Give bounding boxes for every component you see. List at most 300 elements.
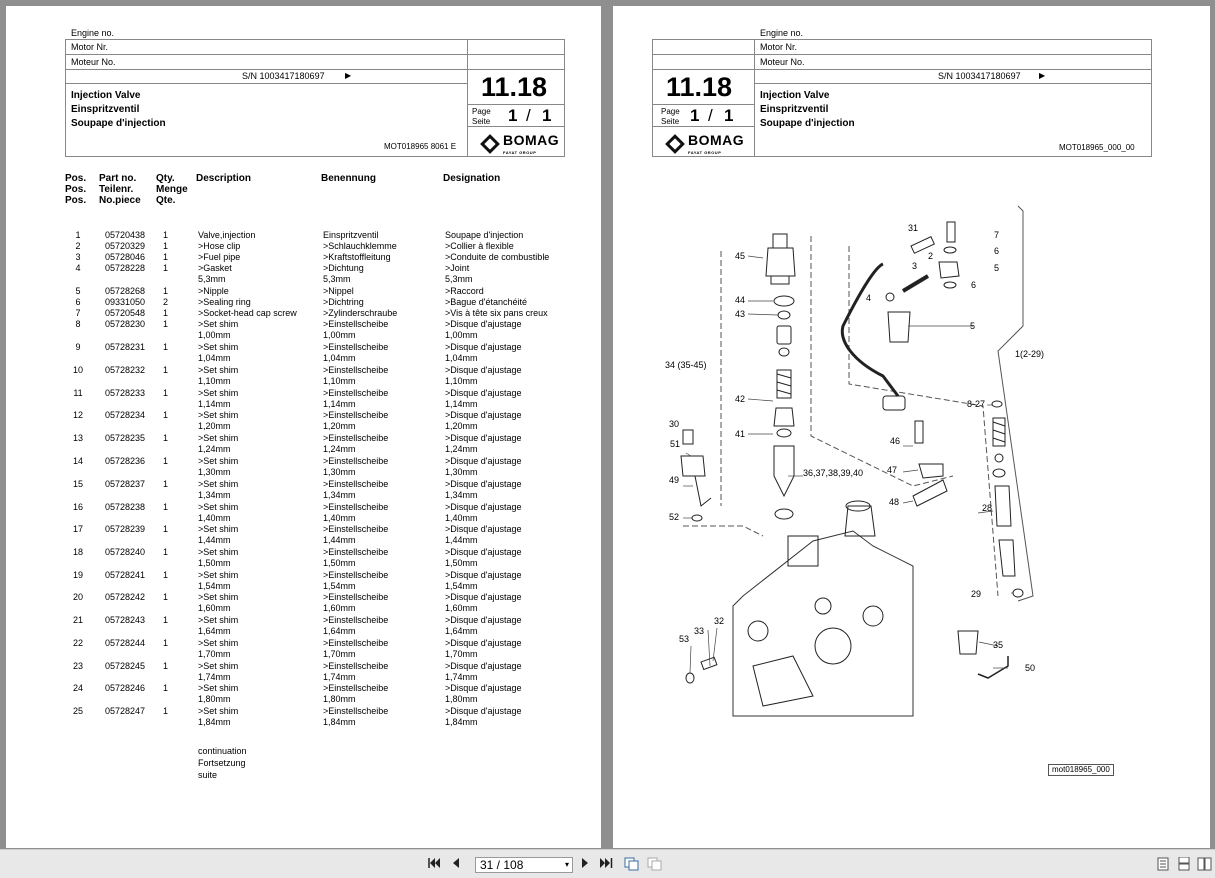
- callout-label: 32: [714, 616, 725, 626]
- cell-sub: 1,60mm: [445, 603, 478, 613]
- cell-part: 05728238: [105, 502, 146, 512]
- cell-en: >Fuel pipe: [198, 252, 241, 262]
- cell-qty: 1: [163, 502, 169, 512]
- callout-label: 33: [694, 626, 705, 636]
- cell-pos: 2: [75, 241, 81, 251]
- cell-pos: 23: [72, 661, 83, 671]
- cell-fr: >Disque d'ajustage: [445, 661, 522, 671]
- callout-label: 36,37,38,39,40: [803, 468, 864, 478]
- previous-page-icon[interactable]: [451, 857, 461, 872]
- cell-pos: 3: [75, 252, 81, 262]
- cell-de: >Einstellscheibe: [323, 410, 389, 420]
- motor-nr-label: Motor Nr.: [760, 42, 798, 52]
- cell-de: >Einstellscheibe: [323, 479, 389, 489]
- callout-label: 41: [735, 429, 746, 439]
- callout-label: 43: [735, 309, 746, 319]
- cell-qty: 1: [163, 241, 169, 251]
- callout-label: 28: [982, 503, 993, 513]
- cell-sub: 1,74mm: [323, 672, 356, 682]
- cell-part: 05728232: [105, 365, 146, 375]
- callout-label: 52: [669, 512, 680, 522]
- cell-fr: >Disque d'ajustage: [445, 342, 522, 352]
- cell-qty: 1: [163, 365, 169, 375]
- cell-de: >Einstellscheibe: [323, 706, 389, 716]
- cell-sub: 1,00mm: [323, 330, 356, 340]
- callout-label: 31: [908, 223, 919, 233]
- single-page-view-icon[interactable]: [1157, 857, 1169, 874]
- callout-label: 29: [971, 589, 982, 599]
- page-total: 1: [724, 106, 734, 125]
- cell-fr: Soupape d'injection: [445, 230, 524, 240]
- title-de: Einspritzventil: [760, 104, 829, 115]
- callout-label: 44: [735, 295, 746, 305]
- cell-en: >Set shim: [198, 524, 239, 534]
- cell-en: >Set shim: [198, 638, 239, 648]
- cell-sub: 1,20mm: [198, 421, 231, 431]
- cell-sub: 1,00mm: [445, 330, 478, 340]
- callout-label: 4: [866, 293, 872, 303]
- cell-en: >Set shim: [198, 706, 239, 716]
- cell-en: >Set shim: [198, 661, 239, 671]
- cell-de: >Einstellscheibe: [323, 683, 389, 693]
- cell-pos: 6: [75, 297, 81, 307]
- cell-part: 05720329: [105, 241, 146, 251]
- table-row: [6, 592, 601, 616]
- col-qty: Qty. Menge Qte.: [156, 173, 188, 206]
- cell-fr: >Bague d'étanchéité: [445, 297, 528, 307]
- cell-en: >Set shim: [198, 570, 239, 580]
- cell-part: 05728235: [105, 433, 146, 443]
- page-current: 1: [508, 106, 518, 125]
- cell-fr: >Disque d'ajustage: [445, 410, 522, 420]
- cell-de: >Einstellscheibe: [323, 615, 389, 625]
- cell-part: 05728046: [105, 252, 146, 262]
- cell-qty: 1: [163, 661, 169, 671]
- cell-de: Einspritzventil: [323, 230, 379, 240]
- cell-fr: >Conduite de combustible: [445, 252, 550, 262]
- cell-sub: 1,44mm: [198, 535, 231, 545]
- callout-label: 42: [735, 394, 746, 404]
- cell-en: >Set shim: [198, 547, 239, 557]
- cell-sub: 1,10mm: [445, 376, 478, 386]
- cell-sub: 1,14mm: [198, 399, 231, 409]
- cell-sub: 1,00mm: [198, 330, 231, 340]
- table-row: [6, 615, 601, 639]
- cell-en: >Sealing ring: [198, 297, 251, 307]
- page-total: 1: [542, 106, 552, 125]
- cell-fr: >Disque d'ajustage: [445, 479, 522, 489]
- table-row: [6, 433, 601, 457]
- cell-qty: 1: [163, 547, 169, 557]
- bomag-logo: BOMAG FAYAT GROUP: [483, 132, 559, 155]
- cell-sub: 1,34mm: [323, 490, 356, 500]
- cell-qty: 1: [163, 388, 169, 398]
- chevron-down-icon[interactable]: ▾: [564, 860, 569, 869]
- last-page-icon[interactable]: [600, 857, 613, 872]
- col-part-no: Part no. Teilenr. No.piece: [99, 173, 141, 206]
- cell-fr: >Disque d'ajustage: [445, 615, 522, 625]
- callout-label: 50: [1025, 663, 1036, 673]
- cell-de: >Einstellscheibe: [323, 638, 389, 648]
- cell-part: 05728243: [105, 615, 146, 625]
- cell-qty: 1: [163, 342, 169, 352]
- cell-sub: 1,14mm: [323, 399, 356, 409]
- cell-fr: >Disque d'ajustage: [445, 365, 522, 375]
- callout-label: 48: [889, 497, 900, 507]
- callout-label: 8-27: [967, 399, 986, 409]
- cell-part: 05720548: [105, 308, 146, 318]
- table-row: [6, 706, 601, 730]
- cell-sub: 1,04mm: [323, 353, 356, 363]
- callout-label: 34 (35-45): [665, 360, 707, 370]
- cell-pos: 15: [72, 479, 83, 489]
- callout-label: 6: [971, 280, 977, 290]
- cell-fr: >Disque d'ajustage: [445, 706, 522, 716]
- callout-label: 35: [993, 640, 1004, 650]
- cell-sub: 1,84mm: [198, 717, 231, 727]
- cell-sub: 1,54mm: [198, 581, 231, 591]
- cell-pos: 10: [72, 365, 83, 375]
- cell-en: >Set shim: [198, 433, 239, 443]
- first-page-icon[interactable]: [428, 857, 440, 872]
- cell-de: >Einstellscheibe: [323, 661, 389, 671]
- col-designation: Designation: [443, 173, 501, 184]
- section-number: 11.18: [481, 72, 548, 102]
- cell-en: >Hose clip: [198, 241, 241, 251]
- cell-part: 05728242: [105, 592, 146, 602]
- serial-number: S/N 1003417180697: [242, 71, 325, 81]
- cell-sub: 1,40mm: [445, 513, 478, 523]
- cell-sub: 1,04mm: [445, 353, 478, 363]
- cell-en: >Set shim: [198, 615, 239, 625]
- col-description: Description: [196, 173, 252, 184]
- callout-label: 5: [994, 263, 1000, 273]
- cell-de: >Dichtring: [323, 297, 364, 307]
- col-benennung: Benennung: [321, 173, 376, 184]
- table-row: [6, 570, 601, 594]
- cell-part: 05728247: [105, 706, 146, 716]
- table-row: [6, 456, 601, 480]
- cell-de: >Einstellscheibe: [323, 502, 389, 512]
- cell-de: >Einstellscheibe: [323, 456, 389, 466]
- cell-fr: >Disque d'ajustage: [445, 524, 522, 534]
- cell-fr: >Collier à flexible: [445, 241, 514, 251]
- page-separator: /: [708, 106, 713, 125]
- cell-sub: 1,30mm: [445, 467, 478, 477]
- cell-fr: >Disque d'ajustage: [445, 388, 522, 398]
- callout-label: 1(2-29): [1015, 349, 1045, 359]
- table-row: [6, 524, 601, 548]
- cell-fr: >Raccord: [445, 286, 484, 296]
- cell-pos: 24: [72, 683, 83, 693]
- fit-page-icon[interactable]: [647, 857, 663, 874]
- title-en: Injection Valve: [71, 90, 141, 101]
- cell-sub: 1,40mm: [323, 513, 356, 523]
- table-row: [6, 388, 601, 412]
- cell-sub: 1,64mm: [445, 626, 478, 636]
- cell-qty: 1: [163, 683, 169, 693]
- cell-de: >Kraftstoffleitung: [323, 252, 391, 262]
- seite-label: Seite: [472, 117, 491, 126]
- cell-de: >Einstellscheibe: [323, 342, 389, 352]
- cell-de: >Einstellscheibe: [323, 547, 389, 557]
- callout-label: 46: [890, 436, 901, 446]
- cell-sub: 1,74mm: [198, 672, 231, 682]
- cell-fr: >Disque d'ajustage: [445, 592, 522, 602]
- cell-sub: 1,60mm: [323, 603, 356, 613]
- cell-part: 09331050: [105, 297, 146, 307]
- cell-sub: 1,84mm: [445, 717, 478, 727]
- section-number: 11.18: [666, 72, 733, 102]
- cell-sub: 1,64mm: [198, 626, 231, 636]
- cell-sub: 1,30mm: [323, 467, 356, 477]
- two-page-view-icon[interactable]: [1197, 857, 1213, 874]
- cell-qty: 1: [163, 706, 169, 716]
- cell-part: 05728241: [105, 570, 146, 580]
- document-page-left: [6, 6, 601, 848]
- page-separator: /: [526, 106, 531, 125]
- title-fr: Soupape d'injection: [760, 118, 855, 129]
- cell-fr: >Disque d'ajustage: [445, 456, 522, 466]
- cell-en: >Set shim: [198, 410, 239, 420]
- cell-sub: 1,60mm: [198, 603, 231, 613]
- cell-qty: 1: [163, 615, 169, 625]
- page-current: 1: [690, 106, 700, 125]
- viewer-toolbar: [0, 849, 1215, 878]
- cell-pos: 17: [72, 524, 83, 534]
- doc-reference: MOT018965_000_00: [1059, 143, 1135, 152]
- cell-part: 05728245: [105, 661, 146, 671]
- cell-pos: 9: [75, 342, 81, 352]
- cell-sub: 1,54mm: [445, 581, 478, 591]
- cell-sub: 1,24mm: [198, 444, 231, 454]
- callout-label: 51: [670, 439, 681, 449]
- cell-sub: 1,44mm: [445, 535, 478, 545]
- cell-pos: 13: [72, 433, 83, 443]
- cell-pos: 18: [72, 547, 83, 557]
- cell-part: 05728234: [105, 410, 146, 420]
- cell-part: 05728268: [105, 286, 146, 296]
- cell-en: >Set shim: [198, 479, 239, 489]
- cell-de: >Zylinderschraube: [323, 308, 398, 318]
- cell-fr: >Disque d'ajustage: [445, 319, 522, 329]
- title-fr: Soupape d'injection: [71, 118, 166, 129]
- cell-part: 05728231: [105, 342, 146, 352]
- cell-de: >Einstellscheibe: [323, 592, 389, 602]
- cell-fr: >Vis à tête six pans creux: [445, 308, 548, 318]
- diagram-reference: mot018965_000: [1048, 764, 1114, 776]
- cell-de: >Nippel: [323, 286, 354, 296]
- copy-page-icon[interactable]: [624, 857, 640, 874]
- cell-qty: 1: [163, 230, 169, 240]
- cell-en: >Set shim: [198, 319, 239, 329]
- cell-sub: 1,10mm: [198, 376, 231, 386]
- continuation-note: continuation Fortsetzung suite: [198, 746, 247, 780]
- cell-part: 05728236: [105, 456, 146, 466]
- table-row: [6, 661, 601, 685]
- continuous-view-icon[interactable]: [1178, 857, 1190, 874]
- exploded-parts-diagram: [613, 6, 1210, 848]
- cell-pos: 11: [73, 388, 83, 398]
- serial-arrow-icon: ▶: [1039, 71, 1046, 80]
- table-row: [6, 410, 601, 434]
- cell-part: 05728244: [105, 638, 146, 648]
- cell-pos: 25: [72, 706, 83, 716]
- cell-sub: 1,20mm: [445, 421, 478, 431]
- cell-sub: 1,34mm: [445, 490, 478, 500]
- cell-pos: 4: [75, 263, 81, 273]
- cell-sub: 1,80mm: [445, 694, 478, 704]
- table-row: [6, 547, 601, 571]
- cell-part: 05720438: [105, 230, 146, 240]
- engine-no-label: Engine no.: [760, 28, 804, 38]
- page-number-field[interactable]: 31 / 108 ▾: [475, 857, 573, 873]
- col-pos: Pos. Pos. Pos.: [65, 173, 87, 206]
- cell-pos: 20: [72, 592, 83, 602]
- bomag-diamond-icon: [480, 134, 500, 154]
- cell-sub: 1,80mm: [198, 694, 231, 704]
- title-de: Einspritzventil: [71, 104, 140, 115]
- cell-en: >Set shim: [198, 342, 239, 352]
- serial-number: S/N 1003417180697: [938, 71, 1021, 81]
- cell-fr: >Disque d'ajustage: [445, 433, 522, 443]
- cell-en: Valve,injection: [198, 230, 256, 240]
- moteur-no-label: Moteur No.: [71, 57, 116, 67]
- cell-de: >Einstellscheibe: [323, 433, 389, 443]
- cell-sub: 1,04mm: [198, 353, 231, 363]
- callout-label: 3: [912, 261, 918, 271]
- motor-nr-label: Motor Nr.: [71, 42, 109, 52]
- table-row: [6, 502, 601, 526]
- cell-pos: 12: [72, 410, 83, 420]
- page-label: Page: [661, 107, 680, 116]
- cell-en: >Gasket: [198, 263, 232, 273]
- cell-de: >Einstellscheibe: [323, 319, 389, 329]
- cell-part: 05728246: [105, 683, 146, 693]
- cell-pos: 7: [75, 308, 81, 318]
- cell-en: >Set shim: [198, 365, 239, 375]
- cell-en: >Set shim: [198, 592, 239, 602]
- callout-label: 45: [735, 251, 746, 261]
- callout-label: 47: [887, 465, 898, 475]
- cell-fr: >Disque d'ajustage: [445, 502, 522, 512]
- cell-pos: 1: [75, 230, 81, 240]
- callout-label: 7: [994, 230, 1000, 240]
- cell-sub: 5,3mm: [445, 274, 473, 284]
- cell-pos: 8: [75, 319, 81, 329]
- cell-sub: 1,30mm: [198, 467, 231, 477]
- doc-reference: MOT018965 8061 E: [384, 142, 457, 151]
- cell-pos: 19: [72, 570, 83, 580]
- cell-qty: 1: [163, 456, 169, 466]
- cell-sub: 1,40mm: [198, 513, 231, 523]
- cell-part: 05728228: [105, 263, 146, 273]
- cell-qty: 1: [163, 410, 169, 420]
- cell-qty: 1: [163, 479, 169, 489]
- cell-qty: 1: [163, 252, 169, 262]
- document-page-right: [613, 6, 1210, 848]
- title-en: Injection Valve: [760, 90, 830, 101]
- table-row: [6, 683, 601, 707]
- cell-en: >Set shim: [198, 456, 239, 466]
- cell-part: 05728233: [105, 388, 146, 398]
- cell-sub: 1,50mm: [445, 558, 478, 568]
- cell-en: >Socket-head cap screw: [198, 308, 297, 318]
- table-row: [6, 263, 601, 287]
- cell-en: >Nipple: [198, 286, 229, 296]
- next-page-icon[interactable]: [580, 857, 590, 872]
- table-row: [6, 365, 601, 389]
- cell-sub: 1,20mm: [323, 421, 356, 431]
- cell-fr: >Disque d'ajustage: [445, 547, 522, 557]
- bomag-logo: BOMAG FAYAT GROUP: [668, 132, 744, 155]
- cell-en: >Set shim: [198, 683, 239, 693]
- cell-pos: 5: [75, 286, 81, 296]
- seite-label: Seite: [661, 117, 680, 126]
- cell-en: >Set shim: [198, 502, 239, 512]
- cell-sub: 1,24mm: [445, 444, 478, 454]
- cell-sub: 1,50mm: [323, 558, 356, 568]
- cell-qty: 1: [163, 286, 169, 296]
- cell-sub: 1,44mm: [323, 535, 356, 545]
- callout-label: 49: [669, 475, 680, 485]
- cell-sub: 1,64mm: [323, 626, 356, 636]
- callout-label: 6: [994, 246, 1000, 256]
- cell-part: 05728239: [105, 524, 146, 534]
- cell-qty: 1: [163, 308, 169, 318]
- cell-pos: 16: [72, 502, 83, 512]
- cell-de: >Einstellscheibe: [323, 365, 389, 375]
- table-row: [6, 479, 601, 503]
- cell-sub: 1,14mm: [445, 399, 478, 409]
- cell-de: >Einstellscheibe: [323, 524, 389, 534]
- cell-qty: 2: [163, 297, 169, 307]
- cell-en: >Set shim: [198, 388, 239, 398]
- callout-label: 30: [669, 419, 680, 429]
- table-row: [6, 319, 601, 343]
- cell-sub: 1,74mm: [445, 672, 478, 682]
- cell-sub: 1,54mm: [323, 581, 356, 591]
- cell-fr: >Joint: [445, 263, 470, 273]
- cell-sub: 1,10mm: [323, 376, 356, 386]
- callout-label: 53: [679, 634, 690, 644]
- cell-sub: 5,3mm: [323, 274, 351, 284]
- cell-qty: 1: [163, 638, 169, 648]
- cell-pos: 22: [72, 638, 83, 648]
- cell-qty: 1: [163, 592, 169, 602]
- engine-no-label: Engine no.: [71, 28, 115, 38]
- moteur-no-label: Moteur No.: [760, 57, 805, 67]
- cell-fr: >Disque d'ajustage: [445, 683, 522, 693]
- cell-sub: 1,80mm: [323, 694, 356, 704]
- cell-pos: 21: [72, 615, 83, 625]
- cell-sub: 1,84mm: [323, 717, 356, 727]
- cell-sub: 1,34mm: [198, 490, 231, 500]
- cell-de: >Schlauchklemme: [323, 241, 397, 251]
- cell-sub: 1,24mm: [323, 444, 356, 454]
- cell-de: >Einstellscheibe: [323, 388, 389, 398]
- cell-sub: 1,70mm: [323, 649, 356, 659]
- cell-qty: 1: [163, 570, 169, 580]
- cell-part: 05728237: [105, 479, 146, 489]
- cell-part: 05728230: [105, 319, 146, 329]
- cell-fr: >Disque d'ajustage: [445, 638, 522, 648]
- cell-qty: 1: [163, 319, 169, 329]
- cell-sub: 1,70mm: [445, 649, 478, 659]
- table-row: [6, 342, 601, 366]
- cell-de: >Einstellscheibe: [323, 570, 389, 580]
- cell-sub: 5,3mm: [198, 274, 226, 284]
